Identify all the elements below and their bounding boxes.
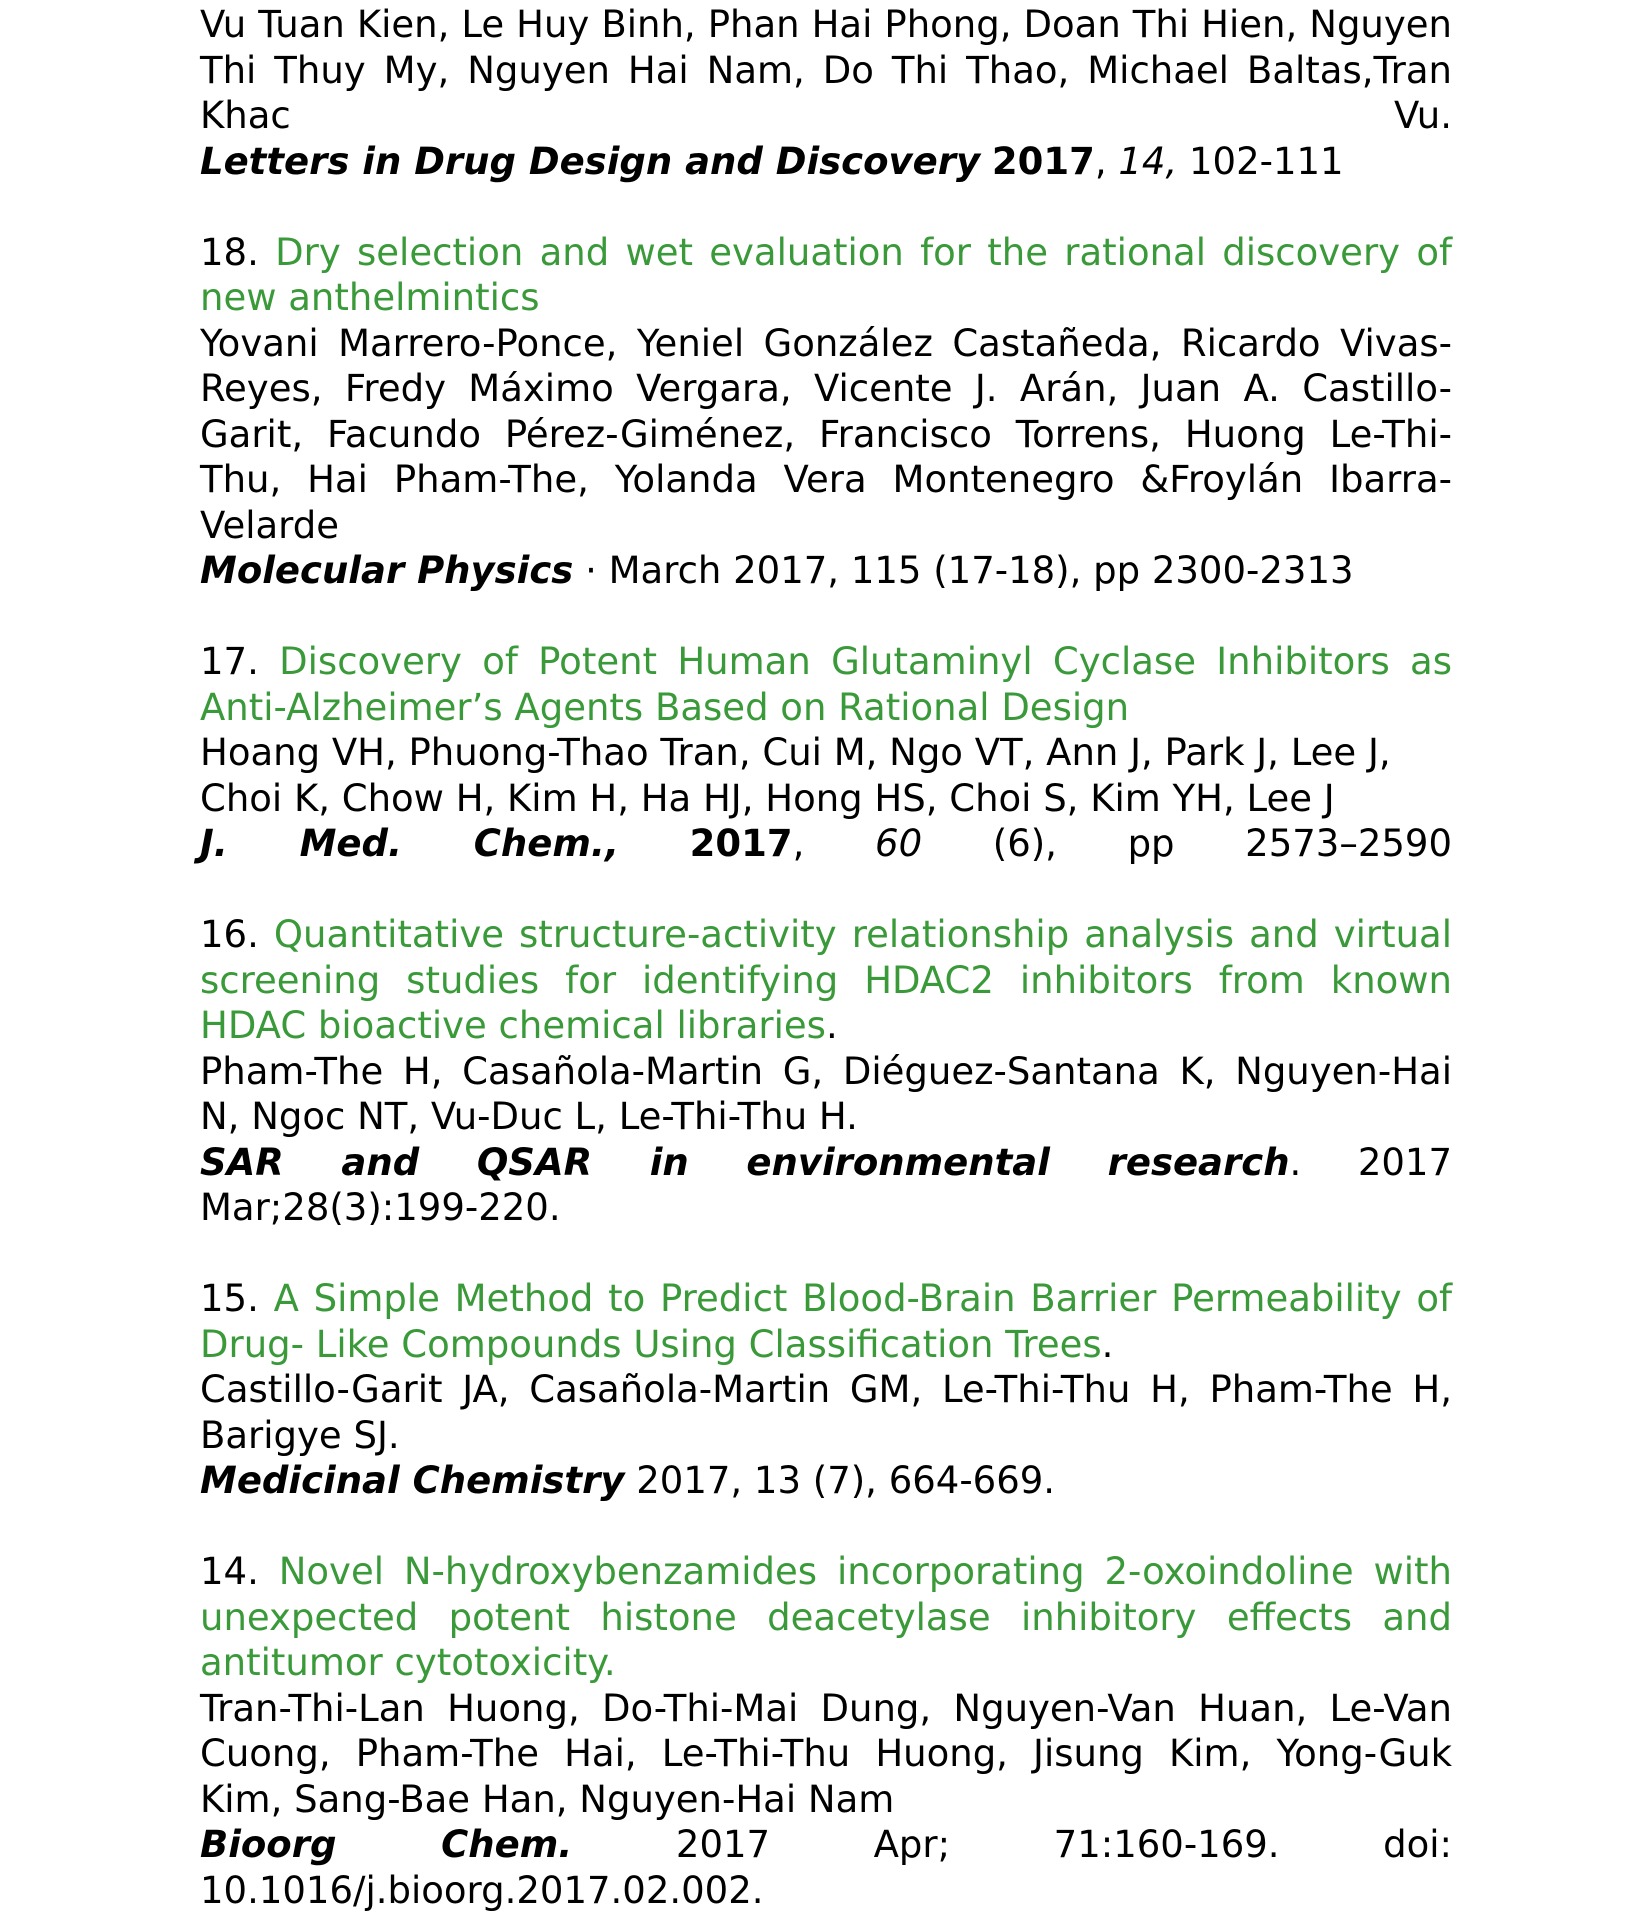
publication-title-link[interactable]: Novel N-hydroxybenzamides incorporating 2-oxoindoline with unexpected potent histone deacetylase inhibitory effects and antitumor cytotoxicity. [200, 1550, 1452, 1684]
publication-year: 2017 [991, 139, 1095, 183]
publication-heading [200, 1549, 1452, 1686]
publication-year: 2017 [689, 822, 793, 865]
title-terminator: . [1101, 1322, 1114, 1366]
publication-list [200, 2, 1452, 1913]
authors-text: Pham-The H, Casañola-Martin G, Diéguez-Santana K, Nguyen-Hai N, Ngoc NT, Vu-Duc L, Le-Thi-Thu H. [200, 1049, 1452, 1138]
publication-heading [200, 639, 1452, 730]
publication-entry [200, 639, 1452, 867]
publication-authors [200, 1049, 1452, 1140]
journal-name: Molecular Physics [200, 549, 574, 592]
publication-citation [200, 1140, 1452, 1231]
entry-number: 16. [200, 913, 259, 956]
citation-details: 102-111 [1177, 139, 1344, 183]
authors-text: Yovani Marrero-Ponce, Yeniel González Castañeda, Ricardo Vivas-Reyes, Fredy Máximo Vergara, Vicente J. Arán, Juan A. Castillo-Garit, Facundo Pérez-Giménez, Francisco Torrens, Huong Le-Thi-Thu, Hai Pham-The, Yolanda Vera Montenegro &Froylán Ibarra-Velarde [200, 321, 1452, 547]
entry-number: 17. [200, 640, 259, 683]
publication-citation [200, 139, 1452, 185]
authors-text: Hoang VH, Phuong-Thao Tran, Cui M, Ngo VT, Ann J, Park J, Lee J, Choi K, Chow H, Kim H, Ha HJ, Hong HS, Choi S, Kim YH, Lee J [200, 731, 1391, 820]
citation-details: . 2017 Mar;28(3):199-220. [200, 1140, 1452, 1229]
publication-entry [200, 230, 1452, 594]
publication-title-link[interactable]: Discovery of Potent Human Glutaminyl Cyclase Inhibitors as Anti-Alzheimer’s Agents Based on Rational Design [200, 640, 1452, 729]
journal-volume: 60 [875, 822, 923, 865]
publication-citation [200, 821, 1452, 867]
publication-title-link[interactable]: Quantitative structure-activity relationship analysis and virtual screening studies for identifying HDAC2 inhibitors from known HDAC bioactive chemical libraries [200, 913, 1453, 1047]
citation-details: (6), pp 2573–2590 [922, 822, 1452, 865]
entry-number: 14. [200, 1550, 259, 1593]
authors-text: Vu Tuan Kien, Le Huy Binh, Phan Hai Phong, Doan Thi Hien, Nguyen Thi Thuy My, Nguyen Hai Nam, Do Thi Thao, Michael Baltas,Tran Khac Vu. [200, 3, 1452, 137]
publication-title-link[interactable]: Dry selection and wet evaluation for the rational discovery of new anthelmintics [200, 230, 1452, 319]
journal-volume: 14, [1118, 139, 1178, 183]
authors-text: Castillo-Garit JA, Casañola-Martin GM, Le-Thi-Thu H, Pham-The H, Barigye SJ. [200, 1368, 1452, 1457]
citation-details: 2017, 13 (7), 664-669. [624, 1459, 1056, 1502]
entry-number: 18. [200, 230, 259, 274]
publication-entry [200, 1276, 1452, 1504]
publication-heading [200, 1276, 1452, 1367]
authors-text: Tran-Thi-Lan Huong, Do-Thi-Mai Dung, Nguyen-Van Huan, Le-Van Cuong, Pham-The Hai, Le-Thi-Thu Huong, Jisung Kim, Yong-Guk Kim, Sang-Bae Han, Nguyen-Hai Nam [200, 1686, 1452, 1821]
journal-name: J. Med. Chem., [200, 822, 620, 865]
citation-details: · March 2017, 115 (17-18), pp 2300-2313 [573, 549, 1354, 592]
publication-citation [200, 1458, 1452, 1504]
title-terminator: . [825, 1004, 838, 1047]
publication-authors [200, 1686, 1452, 1823]
journal-name: SAR and QSAR in environmental research [200, 1140, 1290, 1184]
publication-entry [200, 912, 1452, 1231]
publication-authors [200, 730, 1452, 821]
publication-citation [200, 1822, 1452, 1913]
journal-name: Medicinal Chemistry [200, 1459, 625, 1502]
publication-title-link[interactable]: A Simple Method to Predict Blood-Brain Barrier Permeability of Drug- Like Compounds Using Classification Trees [200, 1277, 1452, 1366]
citation-details: 2017 Apr; 71:160-169. doi: 10.1016/j.bioorg.2017.02.002. [200, 1823, 1452, 1912]
citation-separator: , [1094, 139, 1119, 183]
journal-name: Bioorg Chem. [200, 1823, 573, 1866]
publication-authors [200, 321, 1452, 549]
journal-name: Letters in Drug Design and Discovery [200, 139, 981, 183]
citation-separator: , [792, 822, 876, 865]
publication-authors [200, 1367, 1452, 1458]
publication-entry [200, 1549, 1452, 1913]
entry-number: 15. [200, 1277, 259, 1320]
publication-authors [200, 2, 1452, 139]
publication-citation [200, 548, 1452, 594]
publication-heading [200, 230, 1452, 321]
publication-heading [200, 912, 1452, 1049]
publication-entry [200, 2, 1452, 184]
